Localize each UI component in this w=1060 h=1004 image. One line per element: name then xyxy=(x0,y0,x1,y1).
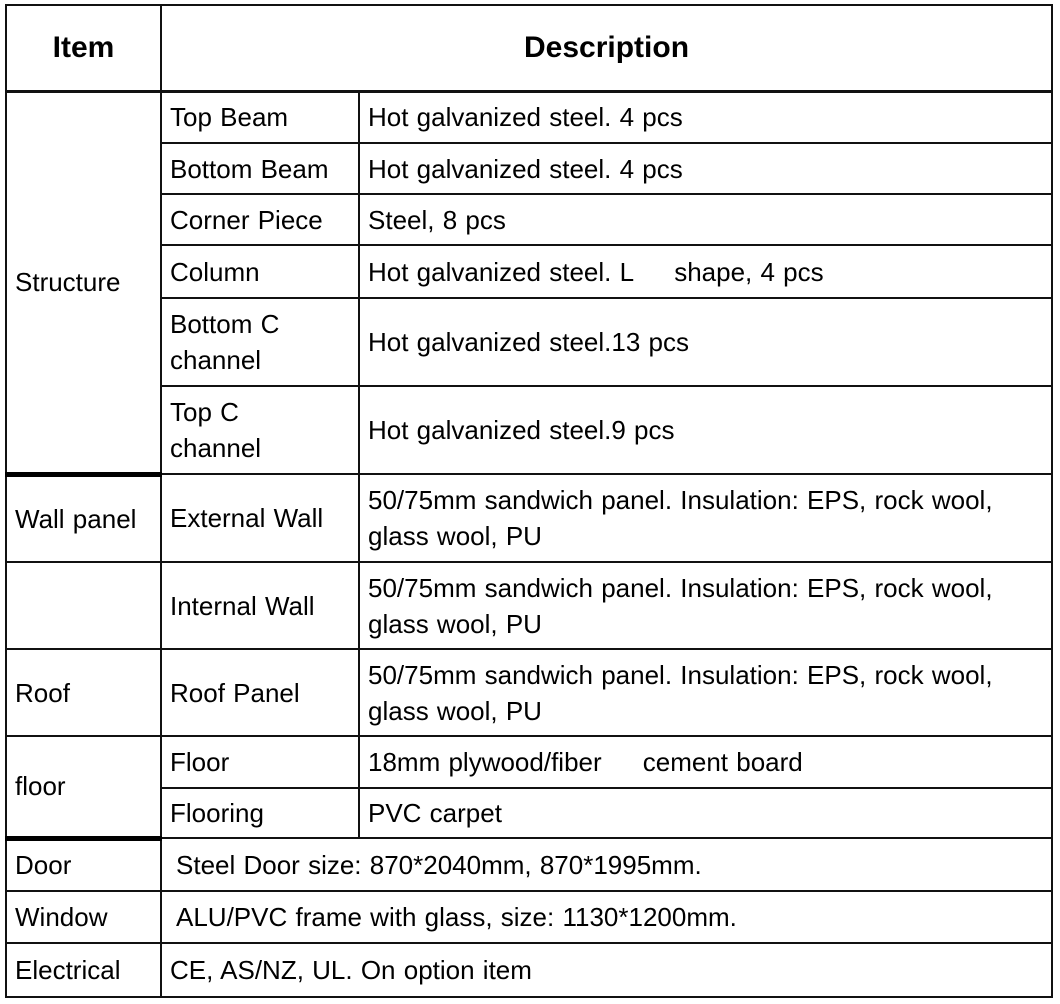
category-window: Window xyxy=(6,891,161,943)
table-row xyxy=(6,736,1052,788)
component-cell: External Wall xyxy=(161,474,359,562)
table-row xyxy=(6,943,1052,997)
header-item: Item xyxy=(6,5,161,91)
component-cell: Corner Piece xyxy=(161,194,359,245)
table-row xyxy=(6,562,1052,649)
description-cell: CE, AS/NZ, UL. On option item xyxy=(161,943,1052,997)
component-cell: Bottom Beam xyxy=(161,143,359,194)
description-cell: Hot galvanized steel. L shape, 4 pcs xyxy=(359,245,1052,298)
component-cell: Floor xyxy=(161,736,359,788)
description-cell: Hot galvanized steel. 4 pcs xyxy=(359,143,1052,194)
category-electrical: Electrical xyxy=(6,943,161,997)
component-cell: Roof Panel xyxy=(161,649,359,736)
description-cell: PVC carpet xyxy=(359,788,1052,838)
table-row xyxy=(6,386,1052,474)
table-row xyxy=(6,91,1052,143)
component-cell: Top C channel xyxy=(161,386,359,474)
table-row xyxy=(6,474,1052,562)
component-cell: Top Beam xyxy=(161,91,359,143)
table-row xyxy=(6,649,1052,736)
table-row xyxy=(6,838,1052,891)
description-cell: ALU/PVC frame with glass, size: 1130*1200mm. xyxy=(161,891,1052,943)
description-cell: 50/75mm sandwich panel. Insulation: EPS, rock wool, glass wool, PU xyxy=(359,562,1052,649)
table-row xyxy=(6,194,1052,245)
description-cell: Steel Door size: 870*2040mm, 870*1995mm. xyxy=(161,838,1052,891)
description-cell: 18mm plywood/fiber cement board xyxy=(359,736,1052,788)
table-row xyxy=(6,891,1052,943)
description-cell: 50/75mm sandwich panel. Insulation: EPS, rock wool, glass wool, PU xyxy=(359,474,1052,562)
component-cell: Bottom C channel xyxy=(161,298,359,386)
category-door: Door xyxy=(6,838,161,891)
header-row xyxy=(6,5,1052,91)
specification-table xyxy=(5,4,1053,998)
category-wall-panel: Wall panel xyxy=(6,474,161,562)
description-cell: Steel, 8 pcs xyxy=(359,194,1052,245)
description-cell: Hot galvanized steel.13 pcs xyxy=(359,298,1052,386)
category-structure: Structure xyxy=(6,91,161,474)
table-row xyxy=(6,143,1052,194)
category-roof: Roof xyxy=(6,649,161,736)
category-floor: floor xyxy=(6,736,161,838)
header-description: Description xyxy=(161,5,1052,91)
description-cell: Hot galvanized steel.9 pcs xyxy=(359,386,1052,474)
component-cell: Internal Wall xyxy=(161,562,359,649)
component-cell: Column xyxy=(161,245,359,298)
description-cell: 50/75mm sandwich panel. Insulation: EPS, rock wool, glass wool, PU xyxy=(359,649,1052,736)
component-cell: Flooring xyxy=(161,788,359,838)
category-empty xyxy=(6,562,161,649)
table-row xyxy=(6,298,1052,386)
description-cell: Hot galvanized steel. 4 pcs xyxy=(359,91,1052,143)
table-row xyxy=(6,245,1052,298)
table-row xyxy=(6,788,1052,838)
